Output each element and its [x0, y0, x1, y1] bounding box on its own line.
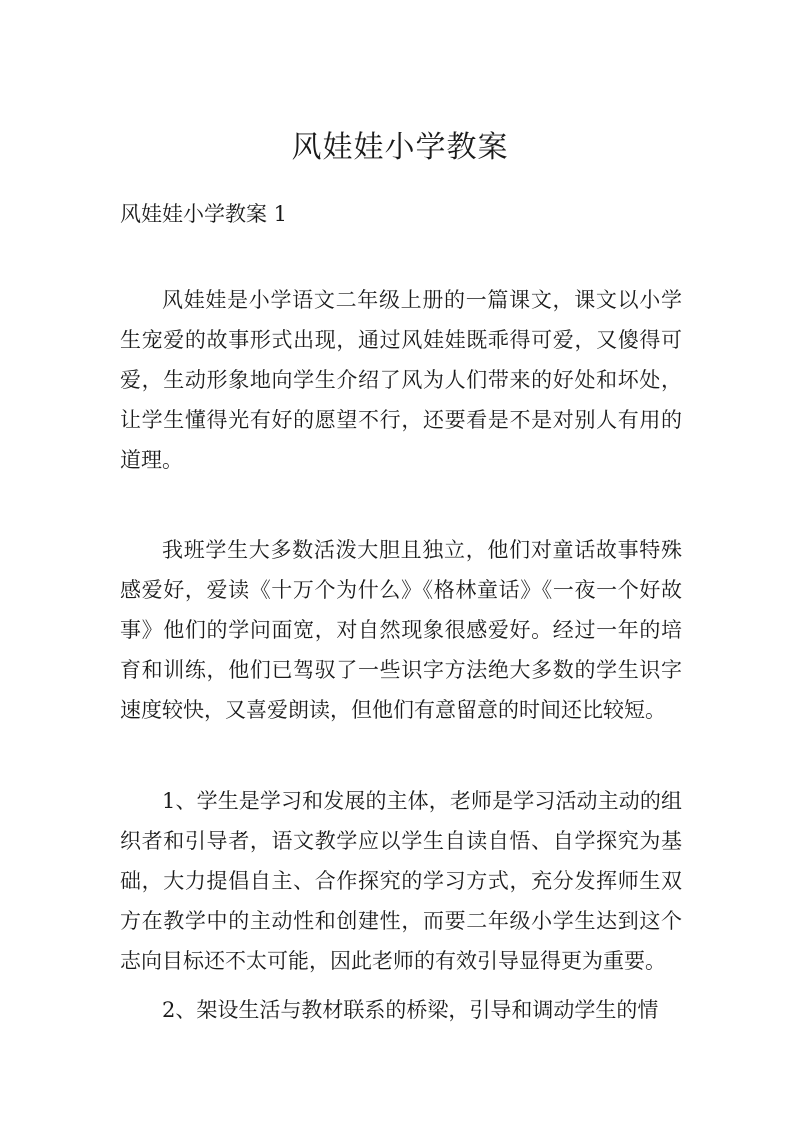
paragraph-point-2: 2、架设生活与教材联系的桥梁，引导和调动学生的情: [162, 998, 659, 1022]
document-title: 风娃娃小学教案: [291, 130, 509, 165]
paragraph-intro: 风娃娃是小学语文二年级上册的一篇课文，课文以小学生宠爱的故事形式出现，通过风娃娃既乖得可爱，又傻得可爱，生动形象地向学生介绍了风为人们带来的好处和坏处，让学生懂得光有好的愿望不行，还要看是不是对别人有用的道理。: [120, 288, 682, 472]
paragraph-students: 我班学生大多数活泼大胆且独立，他们对童话故事特殊感爱好，爱读《十万个为什么》《格林童话》《一夜一个好故事》他们的学问面宽，对自然现象很感爱好。经过一年的培育和训练，他们已驾驭了一些识字方法绝大多数的学生识字速度较快，又喜爱朗读，但他们有意留意的时间还比较短。: [120, 538, 682, 722]
paragraph-point-1: 1、学生是学习和发展的主体，老师是学习活动主动的组织者和引导者，语文教学应以学生自读自悟、自学探究为基础，大力提倡自主、合作探究的学习方式，充分发挥师生双方在教学中的主动性和创建性，而要二年级小学生达到这个志向目标还不太可能，因此老师的有效引导显得更为重要。: [120, 789, 682, 973]
lesson-plan-heading: 风娃娃小学教案 1: [120, 202, 288, 226]
